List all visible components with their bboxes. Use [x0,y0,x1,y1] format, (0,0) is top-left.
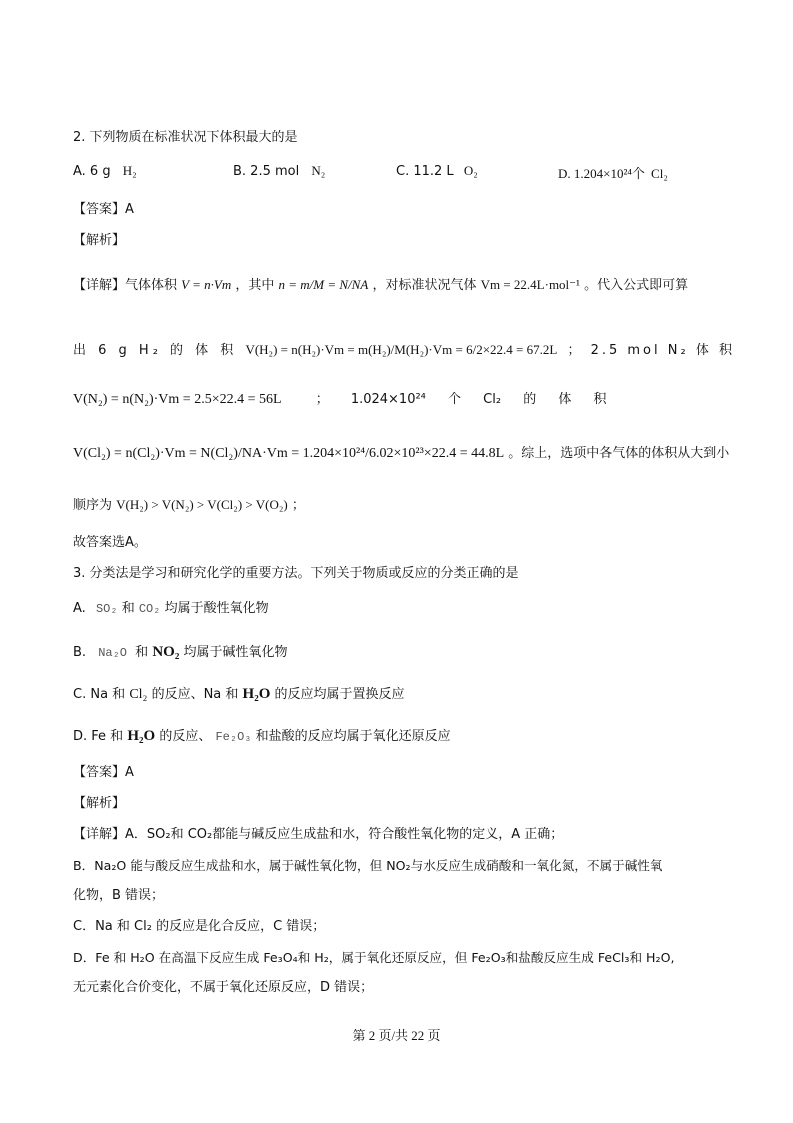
q3-detail-c: C．Na 和 Cl₂ 的反应是化合反应，C 错误； [73,919,326,934]
q2-option-a-text: A. 6 g [73,164,111,179]
page-footer: 第 2 页/共 22 页 [352,1028,441,1043]
q3-option-c-post: 的反应均属于置换反应 [274,687,405,702]
q3-option-c-mid: 的反应、Na 和 [151,687,239,702]
q3-analysis-heading: 【解析】 [73,796,126,811]
q2-option-c[interactable] [396,163,478,179]
q2-line3-end: ； 1.024×10²⁴ 个 Cl₂ 的 体 积 [315,392,607,407]
q2-option-d-chem: Cl₂ [651,166,668,181]
q3-option-a-label: A. [73,601,86,616]
q3-detail-a: 【详解】A．SO₂和 CO₂都能与碱反应生成盐和水，符合酸性氧化物的定义，A 正确； [73,827,564,842]
q2-option-b[interactable] [233,163,325,179]
q2-option-c-chem: O₂ [463,163,478,178]
q2-option-a-chem: H₂ [122,163,137,178]
q2-formula-n2: V(N₂) = n(N₂)·Vm = 2.5×22.4 = 56L [73,392,282,407]
q2-option-c-text: C. 11.2 L [396,164,454,179]
q3-detail-b-line1: B．Na₂O 能与酸反应生成盐和水，属于碱性氧化物，但 NO₂与水反应生成硝酸和一氧化氮，不属于碱性氧 [73,858,663,873]
q2-line2-end: ； 2.5 mol N₂ 体 积 [567,343,735,358]
q2-option-b-text: B. 2.5 mol [233,164,300,179]
q3-option-a-chem2: CO₂ [138,602,161,616]
q3-detail-b-line2: 化物，B 错误； [73,888,165,903]
q2-option-d-text: D. 1.204×10²⁴个 [558,166,645,181]
q2-line4-end: 。综上，选项中各气体的体积从大到小 [508,446,730,461]
q2-formula-cl2: V(Cl₂) = n(Cl₂)·Vm = N(Cl₂)/NA·Vm = 1.204×10²⁴/6.02×10²³×22.4 = 44.8L [73,446,505,461]
q3-option-c-label: C. Na 和 [73,687,126,702]
q2-detail-line4 [73,445,729,463]
q2-option-d[interactable] [558,163,668,182]
q3-option-b-label: B. [73,645,87,660]
q2-analysis-heading: 【解析】 [73,233,126,248]
q3-answer: 【答案】A [73,765,134,780]
q3-option-d[interactable] [73,727,451,746]
q3-detail-d-line2: 无元素化合价变化，不属于氧化还原反应，D 错误； [73,980,374,995]
q3-option-a-chem1: SO₂ [95,602,118,616]
q3-option-b-and: 和 [135,645,149,660]
q2-line2-start: 出 6 g H₂ 的 体 积 [73,343,238,358]
q2-detail-line5 [73,496,305,515]
q3-option-a-and: 和 [121,601,135,616]
q3-option-c-chem2: H₂O [242,686,271,702]
q2-conclusion: 故答案选A。 [73,535,147,550]
q2-formula-order: V(H₂) > V(N₂) > V(Cl₂) > V(O₂) [116,497,288,512]
q2-detail-line2 [73,341,735,360]
q3-detail-d-line1: D．Fe 和 H₂O 在高温下反应生成 Fe₃O₄和 H₂，属于氧化还原反应，但 Fe₂O₃和盐酸反应生成 FeCl₃和 H₂O, [73,950,675,965]
q2-detail-after: ，对标准状况气体 [372,278,477,293]
q2-answer: 【答案】A [73,202,134,217]
q3-option-b[interactable] [73,643,287,662]
q2-formula-molar-volume: Vm = 22.4L·mol⁻¹ [480,277,580,292]
q2-detail-prefix: 【详解】气体体积 [73,278,178,293]
q2-formula-h2: V(H₂) = n(H₂)·Vm = m(H₂)/M(H₂)·Vm = 6/2×22.4 = 67.2L [245,342,558,357]
q2-line5-end: ； [291,498,305,513]
q2-line5-start: 顺序为 [73,498,113,513]
q2-detail-line1 [73,276,688,295]
q3-option-d-label: D. Fe 和 [73,729,124,744]
q3-option-b-chem2: NO₂ [152,644,180,660]
q3-option-d-chem1: H₂O [127,728,156,744]
q3-option-d-chem2: Fe₂O₃ [215,730,252,744]
q2-detail-end: 。代入公式即可算 [584,278,689,293]
q2-detail-line3 [73,391,606,409]
q2-detail-mid: ，其中 [235,278,275,293]
q3-option-d-mid: 的反应、 [159,729,212,744]
q3-option-b-post: 均属于碱性氧化物 [183,645,288,660]
q3-option-a-post: 均属于酸性氧化物 [164,601,269,616]
q2-option-b-chem: N₂ [311,163,326,178]
q3-option-c-chem1: Cl₂ [129,687,148,702]
q3-option-c[interactable] [73,685,405,704]
q3-stem: 3. 分类法是学习和研究化学的重要方法。下列关于物质或反应的分类正确的是 [73,566,519,581]
q2-formula-volume: V = n·Vm [181,277,232,292]
q3-option-d-post: 和盐酸的反应均属于氧化还原反应 [255,729,451,744]
q2-formula-moles: n = m/M = N/NA [278,277,369,292]
q2-option-a[interactable] [73,163,137,179]
q2-stem: 2. 下列物质在标准状况下体积最大的是 [73,130,298,145]
q3-option-b-chem1: Na₂O [98,646,128,660]
q3-option-a[interactable] [73,600,269,618]
